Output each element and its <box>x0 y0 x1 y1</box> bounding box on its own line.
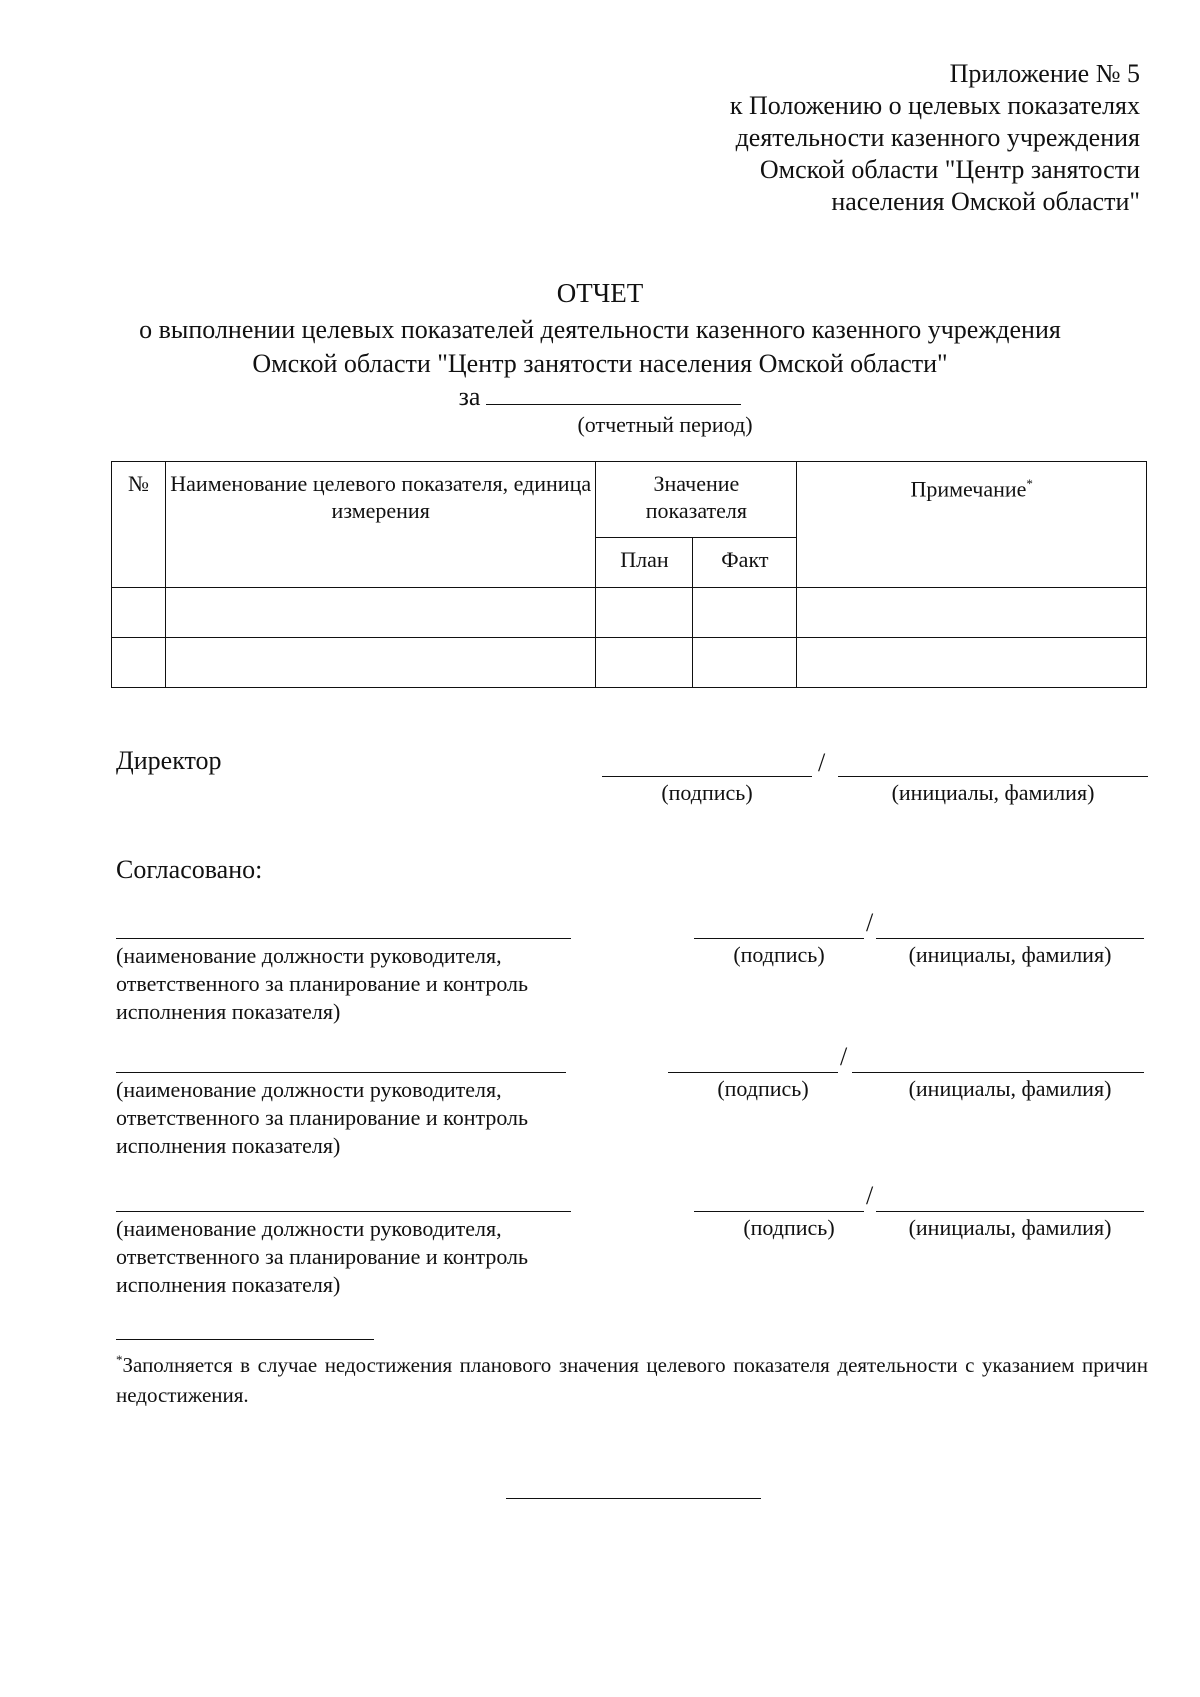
table-cell[interactable] <box>112 638 166 688</box>
footnote-text: Заполняется в случае недостижения планового значения целевого показателя деятельности с указанием причин недостижения. <box>116 1353 1148 1407</box>
period-caption: (отчетный период) <box>577 412 753 437</box>
appendix-header <box>730 58 1140 218</box>
approver-position-caption: (наименование должности руководителя, ответственного за планирование и контроль исполнения показателя) <box>116 1216 529 1297</box>
appendix-line: населения Омской области" <box>831 187 1140 216</box>
approver-signature-line[interactable] <box>694 938 864 939</box>
table-cell[interactable] <box>693 588 797 638</box>
approver-position-line[interactable] <box>116 1072 566 1073</box>
table-cell[interactable] <box>112 588 166 638</box>
approver-position-caption: (наименование должности руководителя, ответственного за планирование и контроль исполнения показателя) <box>116 943 529 1024</box>
table-header-row <box>112 462 1147 538</box>
approver-name-line[interactable] <box>852 1072 1144 1073</box>
period-prefix: за <box>458 382 481 411</box>
director-name-caption: (инициалы, фамилия) <box>891 780 1095 805</box>
header-cell-name: Наименование целевого показателя, единица измерения <box>165 462 595 588</box>
appendix-line: деятельности казенного учреждения <box>735 123 1140 152</box>
approver-signature-line[interactable] <box>668 1072 838 1073</box>
approver-name-caption: (инициалы, фамилия) <box>908 1215 1112 1240</box>
footnote <box>116 1345 1148 1410</box>
approver-signature-caption: (подпись) <box>717 1076 809 1101</box>
director-signature-caption: (подпись) <box>661 780 753 805</box>
period-row <box>0 380 1200 412</box>
header-cell-no: № <box>112 462 166 588</box>
approver-name-caption: (инициалы, фамилия) <box>908 942 1112 967</box>
report-title: ОТЧЕТ <box>556 278 644 308</box>
header-cell-value: Значение показателя <box>596 462 797 538</box>
report-subtitle-line: Омской области "Центр занятости населения Омской области" <box>252 349 948 378</box>
table-row <box>112 588 1147 638</box>
report-subtitle-line: о выполнении целевых показателей деятельности казенного казенного учреждения <box>139 315 1061 344</box>
table-cell[interactable] <box>596 588 693 638</box>
director-slash: / <box>818 748 826 777</box>
approval-label: Согласовано: <box>116 855 263 884</box>
approver-name-caption: (инициалы, фамилия) <box>908 1076 1112 1101</box>
note-footnote-mark: * <box>1026 476 1033 491</box>
approver-slash: / <box>866 1181 874 1210</box>
director-label: Директор <box>116 746 222 775</box>
table-cell[interactable] <box>165 638 595 688</box>
approver-signature-line[interactable] <box>694 1211 864 1212</box>
approver-slash: / <box>866 908 874 937</box>
table-cell[interactable] <box>797 638 1147 688</box>
header-cell-fact: Факт <box>693 538 797 588</box>
table-cell[interactable] <box>693 638 797 688</box>
table-cell[interactable] <box>596 638 693 688</box>
appendix-line: к Положению о целевых показателях <box>729 91 1140 120</box>
header-cell-note: Примечание* <box>797 462 1147 588</box>
director-name-line[interactable] <box>838 776 1148 777</box>
report-subtitle <box>0 313 1200 381</box>
approver-signature-caption: (подпись) <box>733 942 825 967</box>
approver-name-line[interactable] <box>876 938 1144 939</box>
approver-signature-caption: (подпись) <box>743 1215 835 1240</box>
period-field[interactable] <box>486 380 741 405</box>
report-table <box>111 461 1147 688</box>
appendix-line: Омской области "Центр занятости <box>759 155 1140 184</box>
table-row <box>112 638 1147 688</box>
end-of-document-line <box>506 1498 761 1499</box>
approver-position-line[interactable] <box>116 938 571 939</box>
header-cell-plan: План <box>596 538 693 588</box>
approver-name-line[interactable] <box>876 1211 1144 1212</box>
approver-position-line[interactable] <box>116 1211 571 1212</box>
approver-slash: / <box>840 1042 848 1071</box>
footnote-separator <box>116 1339 374 1340</box>
table-cell[interactable] <box>797 588 1147 638</box>
appendix-line: Приложение № 5 <box>949 59 1140 88</box>
approver-position-caption: (наименование должности руководителя, ответственного за планирование и контроль исполнения показателя) <box>116 1077 529 1158</box>
table-cell[interactable] <box>165 588 595 638</box>
footnote-mark: * <box>116 1352 123 1367</box>
director-signature-line[interactable] <box>602 776 812 777</box>
